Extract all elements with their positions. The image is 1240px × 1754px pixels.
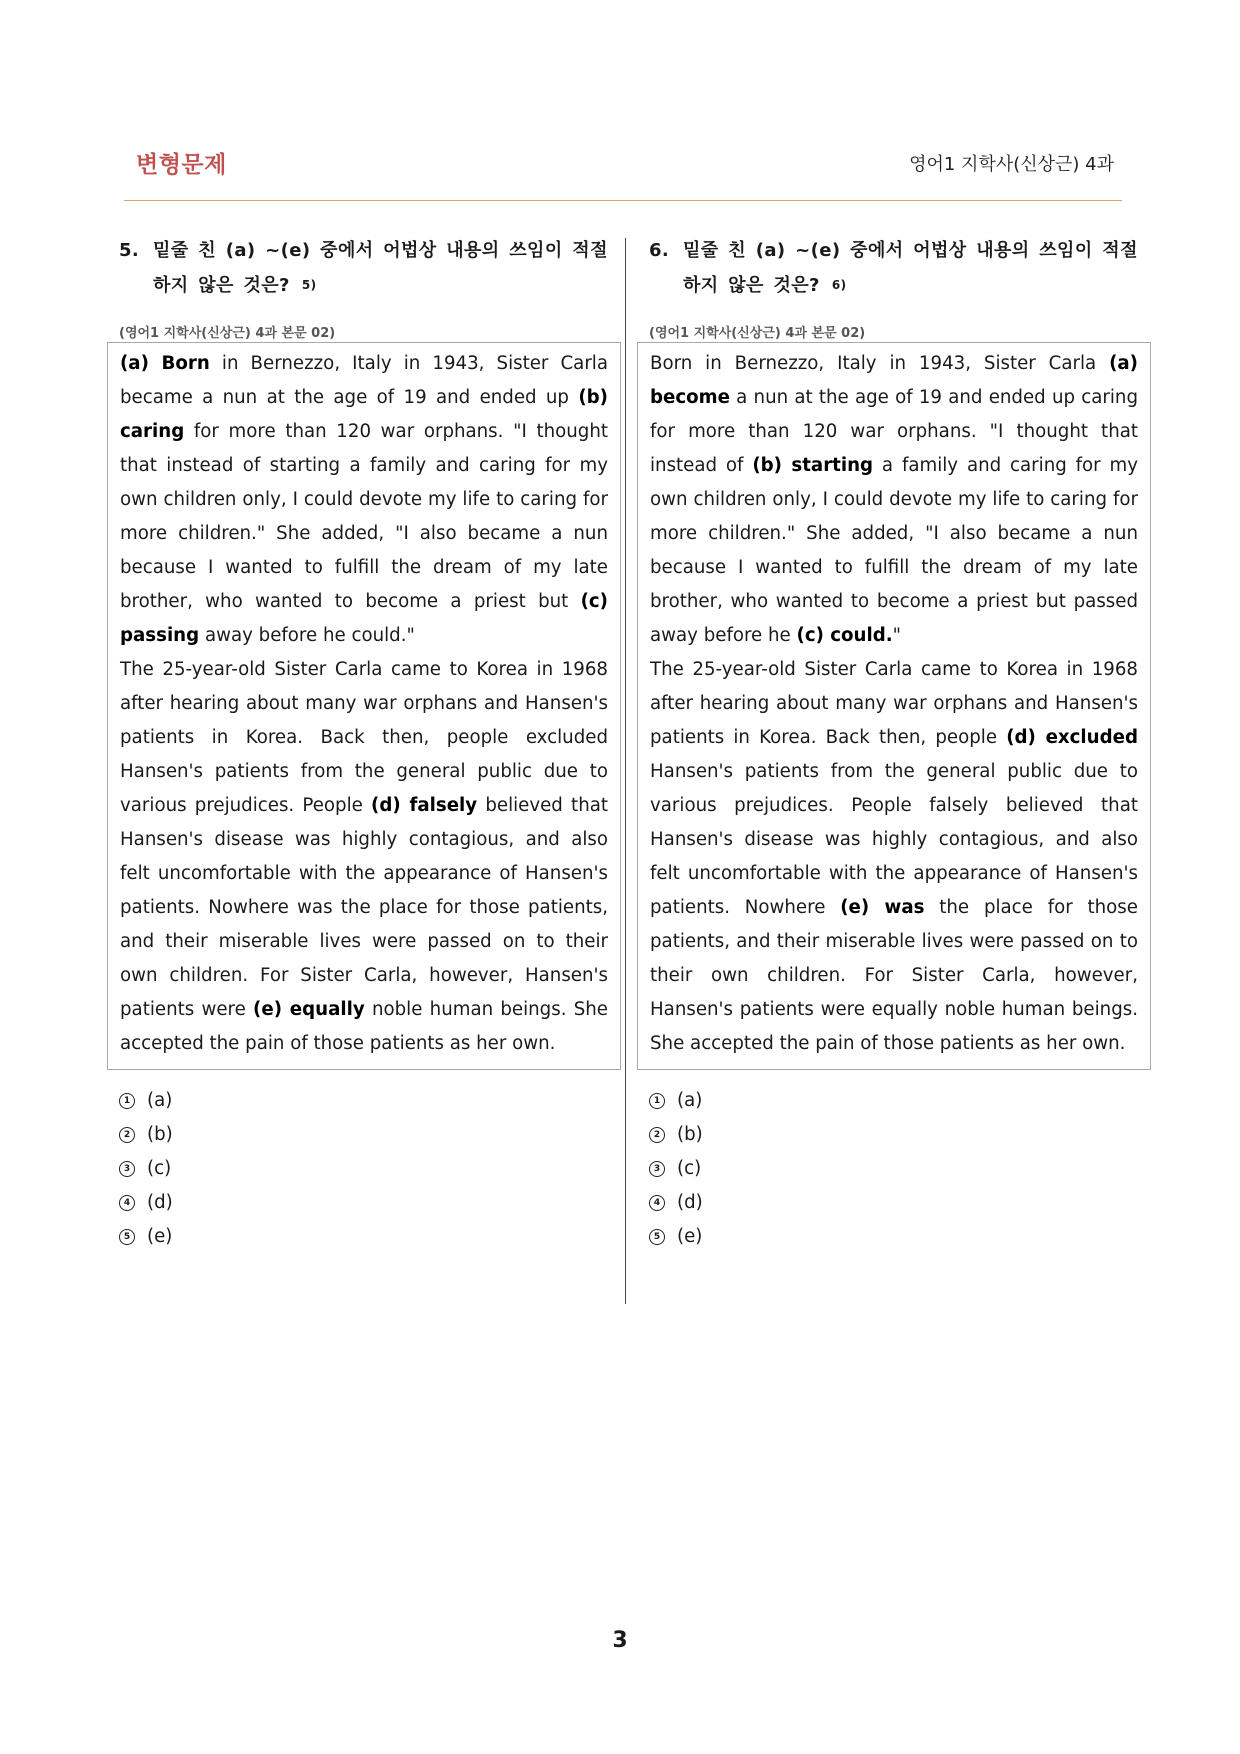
question-number: 5. (119, 240, 140, 261)
header-course: 영어1 지학사(신상근) 4과 (909, 154, 1114, 175)
passage-text: " (892, 625, 902, 646)
footnote-ref: 6) (831, 278, 847, 292)
question-prompt (649, 234, 1151, 303)
option-label: (c) (677, 1158, 702, 1179)
option-number-circle: 2 (119, 1127, 135, 1143)
marked-phrase: (b) caring (120, 387, 608, 442)
question-text: 밑줄 친 (a) ~(e) 중에서 어법상 내용의 쓰임이 적절하지 않은 것은? (683, 240, 1138, 296)
marked-phrase: (e) was (840, 897, 925, 918)
option-label: (a) (677, 1090, 703, 1111)
passage-box (637, 342, 1151, 1070)
passage-text: away before he could." (199, 625, 415, 646)
passage-text: noble human beings. She accepted the pain of those patients as her own. (120, 999, 608, 1054)
marked-phrase: (b) starting (752, 455, 874, 476)
passage-paragraph (650, 653, 1138, 1061)
answer-options (119, 1084, 621, 1254)
marked-phrase: (e) equally (253, 999, 365, 1020)
option-number-circle: 5 (649, 1229, 665, 1245)
answer-option[interactable] (649, 1186, 1151, 1220)
question-prompt (119, 234, 621, 303)
option-number-circle: 2 (649, 1127, 665, 1143)
passage-text: believed that Hansen's disease was highly contagious, and also felt uncomfortable with the appearance of Hansen's patients. Nowhere was the place for those patients, and their miserable lives were passed on to their own children. For Sister Carla, however, Hansen's patients were (120, 795, 608, 1020)
question-6 (637, 234, 1151, 1254)
marked-phrase: (a) become (650, 353, 1138, 408)
marked-phrase: (c) passing (120, 591, 608, 646)
option-number-circle: 3 (119, 1161, 135, 1177)
answer-options (649, 1084, 1151, 1254)
question-number: 6. (649, 240, 670, 261)
answer-option[interactable] (119, 1118, 621, 1152)
passage-text: a nun at the age of 19 and ended up caring for more than 120 war orphans. "I thought that instead of (650, 387, 1138, 476)
option-label: (d) (677, 1192, 703, 1213)
question-text: 밑줄 친 (a) ~(e) 중에서 어법상 내용의 쓰임이 적절하지 않은 것은? (153, 240, 608, 296)
passage-text: for more than 120 war orphans. "I thought that instead of starting a family and caring for my own children only, I could devote my life to caring for more children." She added, "I also became a nun because I wanted to fulfill the dream of my late brother, who wanted to become a priest but (120, 421, 608, 612)
option-number-circle: 1 (649, 1093, 665, 1109)
marked-phrase: (a) Born (120, 353, 210, 374)
option-label: (b) (147, 1124, 173, 1145)
option-label: (e) (147, 1226, 173, 1247)
marked-phrase: (d) excluded (1006, 727, 1138, 748)
answer-option[interactable] (119, 1186, 621, 1220)
answer-option[interactable] (649, 1220, 1151, 1254)
passage-source: (영어1 지학사(신상근) 4과 본문 02) (649, 326, 866, 341)
question-5 (107, 234, 621, 1254)
header-title: 변형문제 (136, 152, 227, 178)
answer-option[interactable] (649, 1084, 1151, 1118)
option-number-circle: 3 (649, 1161, 665, 1177)
answer-option[interactable] (649, 1118, 1151, 1152)
passage-paragraph (120, 653, 608, 1061)
option-label: (e) (677, 1226, 703, 1247)
option-label: (b) (677, 1124, 703, 1145)
option-label: (a) (147, 1090, 173, 1111)
page-number: 3 (612, 1628, 628, 1653)
option-number-circle: 4 (119, 1195, 135, 1211)
passage-text: Born in Bernezzo, Italy in 1943, Sister Carla (650, 353, 1110, 374)
passage-text: the place for those patients, and their miserable lives were passed on to their own children. For Sister Carla, however, Hansen's patients were equally noble human beings. She accepted the pain of those patients as her own. (650, 897, 1138, 1054)
option-number-circle: 1 (119, 1093, 135, 1109)
passage-paragraph (650, 347, 1138, 653)
answer-option[interactable] (119, 1220, 621, 1254)
option-label: (d) (147, 1192, 173, 1213)
option-label: (c) (147, 1158, 172, 1179)
footnote-ref: 5) (301, 278, 317, 292)
passage-text: in Bernezzo, Italy in 1943, Sister Carla became a nun at the age of 19 and ended up (120, 353, 608, 408)
passage-text: a family and caring for my own children only, I could devote my life to caring for more children." She added, "I also became a nun because I wanted to fulfill the dream of my late brother, who wanted to become a priest but passed away before he (650, 455, 1138, 646)
passage-paragraph (120, 347, 608, 653)
option-number-circle: 5 (119, 1229, 135, 1245)
answer-option[interactable] (649, 1152, 1151, 1186)
passage-source: (영어1 지학사(신상근) 4과 본문 02) (119, 326, 336, 341)
passage-text: Hansen's patients from the general public due to various prejudices. People falsely believed that Hansen's disease was highly contagious, and also felt uncomfortable with the appearance of Hansen's patients. Nowhere (650, 761, 1138, 918)
marked-phrase: (c) could. (796, 625, 893, 646)
answer-option[interactable] (119, 1152, 621, 1186)
header-divider (124, 200, 1122, 201)
passage-box (107, 342, 621, 1070)
column-divider (625, 238, 626, 1304)
option-number-circle: 4 (649, 1195, 665, 1211)
passage-text: The 25-year-old Sister Carla came to Korea in 1968 after hearing about many war orphans and Hansen's patients in Korea. Back then, people (650, 659, 1138, 748)
marked-phrase: (d) falsely (371, 795, 478, 816)
passage-text: The 25-year-old Sister Carla came to Korea in 1968 after hearing about many war orphans and Hansen's patients in Korea. Back then, people excluded Hansen's patients from the general public due to various prejudices. People (120, 659, 608, 816)
answer-option[interactable] (119, 1084, 621, 1118)
